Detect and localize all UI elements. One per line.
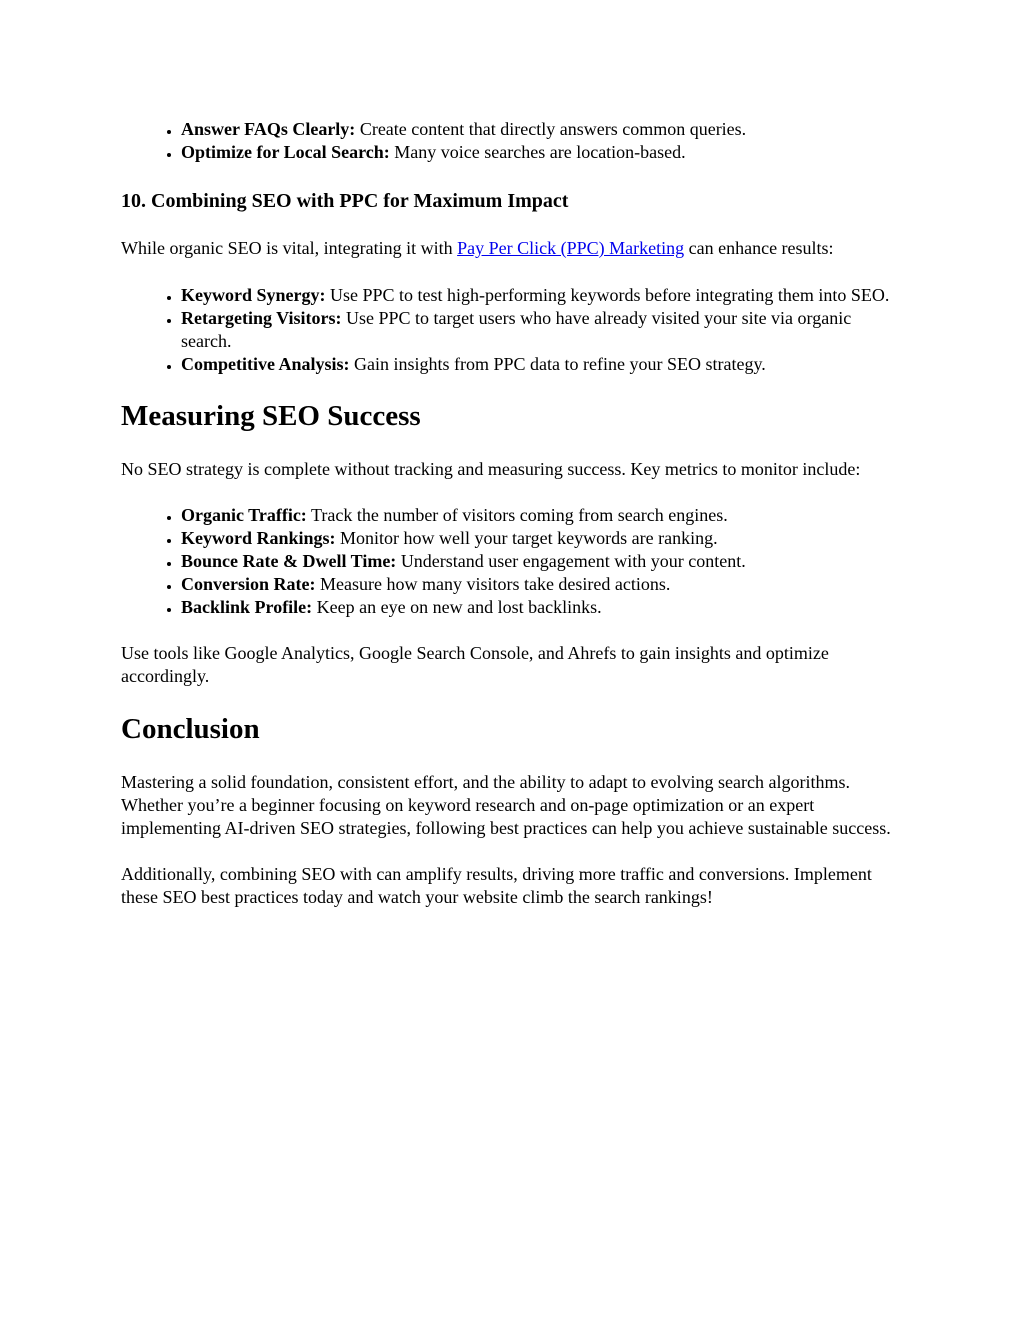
intro-text-before: While organic SEO is vital, integrating it with [121, 238, 458, 258]
list-item-text: Create content that directly answers common queries. [355, 119, 747, 139]
list-item-term: Bounce Rate & Dwell Time: [181, 551, 397, 571]
list-item [181, 307, 901, 353]
list-item-text: Gain insights from PPC data to refine your SEO strategy. [349, 354, 766, 374]
metrics-list [121, 504, 901, 619]
list-item-term: Retargeting Visitors: [181, 308, 342, 328]
list-item-text: Understand user engagement with your content. [396, 551, 746, 571]
measuring-outro: Use tools like Google Analytics, Google Search Console, and Ahrefs to gain insights and optimize accordingly. [121, 643, 829, 686]
list-item-text: Use PPC to test high-performing keywords before integrating them into SEO. [325, 285, 890, 305]
conclusion-paragraph-2: Additionally, combining SEO with can amplify results, driving more traffic and conversions. Implement these SEO best practices today and watch your website climb the search rankings! [121, 864, 872, 907]
list-item-term: Competitive Analysis: [181, 354, 350, 374]
list-item-text: Use PPC to target users who have already visited your site via organic search. [181, 308, 852, 351]
voice-search-tips-list [121, 118, 901, 164]
list-item [181, 353, 901, 376]
list-item-term: Keyword Rankings: [181, 528, 336, 548]
intro-text-after: can enhance results: [684, 238, 834, 258]
list-item [181, 596, 901, 619]
list-item-term: Keyword Synergy: [181, 285, 326, 305]
list-item [181, 527, 901, 550]
list-item-term: Conversion Rate: [181, 574, 316, 594]
list-item-text: Monitor how well your target keywords are ranking. [335, 528, 718, 548]
list-item [181, 504, 901, 527]
ppc-marketing-link[interactable]: Pay Per Click (PPC) Marketing [457, 238, 685, 258]
conclusion-paragraph-1: Mastering a solid foundation, consistent effort, and the ability to adapt to evolving search algorithms. Whether you’re a beginner focusing on keyword research and on-page optimization or an expert implementing AI-driven SEO strategies, following best practices can help you achieve sustainable success. [121, 772, 891, 838]
list-item [181, 550, 901, 573]
section-10-heading: 10. Combining SEO with PPC for Maximum Impact [121, 190, 569, 212]
list-item [181, 141, 901, 164]
list-item [181, 118, 901, 141]
conclusion-heading: Conclusion [121, 713, 260, 745]
list-item [181, 573, 901, 596]
measuring-intro: No SEO strategy is complete without tracking and measuring success. Key metrics to monitor include: [121, 459, 861, 479]
section-10-intro [121, 237, 901, 260]
document-page [121, 118, 901, 909]
list-item-text: Measure how many visitors take desired actions. [315, 574, 671, 594]
list-item-text: Track the number of visitors coming from search engines. [306, 505, 728, 525]
list-item [181, 284, 901, 307]
measuring-seo-heading: Measuring SEO Success [121, 400, 421, 432]
list-item-term: Backlink Profile: [181, 597, 313, 617]
list-item-text: Keep an eye on new and lost backlinks. [312, 597, 602, 617]
seo-ppc-list [121, 284, 901, 376]
list-item-text: Many voice searches are location-based. [389, 142, 686, 162]
list-item-term: Answer FAQs Clearly: [181, 119, 356, 139]
list-item-term: Optimize for Local Search: [181, 142, 390, 162]
list-item-term: Organic Traffic: [181, 505, 307, 525]
